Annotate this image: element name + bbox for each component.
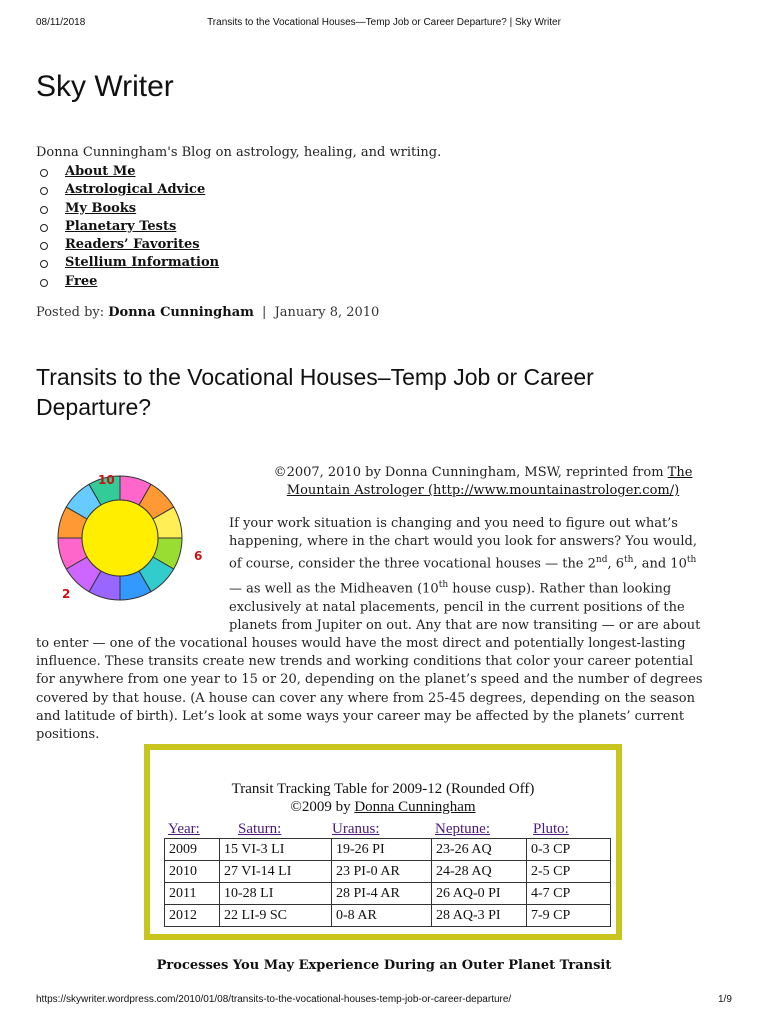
- zodiac-wheel-image: [52, 468, 232, 608]
- para-line-3: [229, 555, 696, 571]
- copyright-prefix: ©2009 by: [290, 799, 355, 815]
- nav-item-my-books: [36, 200, 219, 218]
- para-line-1: If your work situation is changing and you need to figure out what’s: [229, 516, 678, 531]
- site-tagline: Donna Cunningham's Blog on astrology, healing, and writing.: [36, 145, 442, 160]
- table-row: [165, 861, 611, 883]
- table-cell: 19-26 PI: [332, 839, 432, 861]
- table-row: [165, 905, 611, 927]
- section-caption: Processes You May Experience During an Outer Planet Transit: [156, 958, 612, 973]
- circle-bullet-icon: [40, 260, 48, 268]
- table-cell: 23-26 AQ: [432, 839, 527, 861]
- table-cell: 28 PI-4 AR: [332, 883, 432, 905]
- nav-item-stellium-information: [36, 254, 219, 272]
- table-row: [165, 839, 611, 861]
- transit-table-title: Transit Tracking Table for 2009-12 (Rounded Off): [231, 781, 535, 797]
- mountain-astrologer-link[interactable]: The Mountain Astrologer (http://www.mountainastrologer.com/): [286, 465, 693, 498]
- table-row: [165, 883, 611, 905]
- superscript: th: [624, 555, 634, 565]
- para-line-10: covered by that house. (A house can cover any where from 25-45 degrees, depending on the season: [36, 691, 695, 706]
- header-pluto: Pluto:: [533, 821, 569, 837]
- para-line-7: to enter — one of the vocational houses would have the most direct and potentially longest-lasting: [36, 636, 686, 651]
- nav-link-readers-favorites[interactable]: Readers’ Favorites: [65, 237, 200, 253]
- site-title-link[interactable]: Sky Writer: [36, 70, 174, 103]
- table-cell: 24-28 AQ: [432, 861, 527, 883]
- nav-item-readers-favorites: [36, 236, 219, 254]
- para-text: house cusp). Rather than looking: [448, 581, 672, 597]
- nav-item-planetary-tests: [36, 218, 219, 236]
- print-date: 08/11/2018: [36, 17, 86, 28]
- table-cell: 23 PI-0 AR: [332, 861, 432, 883]
- table-cell: 28 AQ-3 PI: [432, 905, 527, 927]
- nav-menu: [36, 163, 219, 291]
- nav-item-about-me: [36, 163, 219, 181]
- header-uranus: Uranus:: [332, 821, 380, 837]
- para-text: — as well as the Midheaven (10: [229, 581, 439, 597]
- nav-link-stellium-information[interactable]: Stellium Information: [65, 255, 220, 271]
- transit-table: [164, 838, 611, 927]
- wheel-center: [82, 500, 158, 576]
- table-cell: 4-7 CP: [527, 883, 611, 905]
- table-cell: 0-8 AR: [332, 905, 432, 927]
- table-cell: 7-9 CP: [527, 905, 611, 927]
- house-2-label: 2: [62, 587, 71, 601]
- house-6-label: 6: [194, 549, 203, 563]
- table-cell: 2011: [165, 883, 220, 905]
- para-text: of course, consider the three vocational houses — the 2: [229, 556, 596, 572]
- superscript: nd: [595, 555, 608, 565]
- circle-bullet-icon: [40, 206, 48, 214]
- circle-bullet-icon: [40, 224, 48, 232]
- superscript: th: [438, 580, 449, 590]
- para-text: , 6: [607, 556, 625, 572]
- print-page-title: Transits to the Vocational Houses—Temp Job or Career Departure? | Sky Writer: [207, 17, 561, 28]
- table-cell: 2-5 CP: [527, 861, 611, 883]
- para-line-9: for anywhere from one year to 15 or 20, depending on the planet’s speed and the number of degrees: [36, 672, 703, 687]
- circle-bullet-icon: [40, 187, 48, 195]
- posted-by-label: Posted by:: [36, 305, 105, 320]
- header-year: Year:: [168, 821, 200, 837]
- para-text: , and 10: [633, 556, 687, 572]
- nav-link-my-books[interactable]: My Books: [65, 200, 137, 216]
- transit-table-image: [144, 744, 622, 940]
- table-cell: 15 VI-3 LI: [220, 839, 332, 861]
- post-title: Transits to the Vocational Houses–Temp Job or Career Departure?: [36, 364, 594, 420]
- nav-link-about-me[interactable]: About Me: [65, 164, 136, 179]
- house-10-label: 10: [98, 473, 115, 487]
- para-line-8: influence. These transits create new trends and working conditions that color your career potential: [36, 654, 694, 669]
- post-date: January 8, 2010: [274, 305, 380, 320]
- para-line-12: positions.: [36, 727, 100, 742]
- credit-text: ©2007, 2010 by Donna Cunningham, MSW, reprinted from: [273, 465, 664, 480]
- print-page-number: 1/9: [718, 994, 732, 1005]
- meta-separator: |: [262, 305, 267, 320]
- para-line-6: planets from Jupiter on out. Any that are now transiting — or are about: [229, 618, 701, 633]
- table-cell: 10-28 LI: [220, 883, 332, 905]
- circle-bullet-icon: [40, 279, 48, 287]
- nav-link-free[interactable]: Free: [65, 273, 98, 289]
- nav-link-astrological-advice[interactable]: Astrological Advice: [65, 182, 206, 198]
- table-cell: 27 VI-14 LI: [220, 861, 332, 883]
- table-cell: 26 AQ-0 PI: [432, 883, 527, 905]
- circle-bullet-icon: [40, 242, 48, 250]
- nav-item-astrological-advice: [36, 181, 219, 199]
- table-cell: 0-3 CP: [527, 839, 611, 861]
- table-cell: 2012: [165, 905, 220, 927]
- transit-table-copyright: [150, 799, 616, 816]
- post-meta: [36, 305, 379, 320]
- superscript: th: [686, 555, 697, 565]
- post-credit: [258, 464, 708, 500]
- para-line-2: happening, where in the chart would you look for answers? You would,: [229, 534, 697, 549]
- nav-link-planetary-tests[interactable]: Planetary Tests: [65, 218, 177, 234]
- table-cell: 2010: [165, 861, 220, 883]
- header-neptune: Neptune:: [435, 821, 490, 837]
- copyright-name: Donna Cunningham: [354, 799, 476, 815]
- para-line-5: exclusively at natal placements, pencil in the current positions of the: [229, 600, 685, 615]
- table-cell: 22 LI-9 SC: [220, 905, 332, 927]
- para-line-4: [229, 580, 671, 596]
- print-url: https://skywriter.wordpress.com/2010/01/08/transits-to-the-vocational-houses-temp-job-or-career-departure/: [36, 994, 512, 1005]
- table-cell: 2009: [165, 839, 220, 861]
- post-author-link[interactable]: Donna Cunningham: [108, 305, 254, 320]
- para-line-11: and latitude of birth). Let’s look at some ways your career may be affected by the planets’ current: [36, 709, 685, 724]
- circle-bullet-icon: [40, 169, 48, 177]
- header-saturn: Saturn:: [238, 821, 282, 837]
- nav-item-free: [36, 273, 219, 291]
